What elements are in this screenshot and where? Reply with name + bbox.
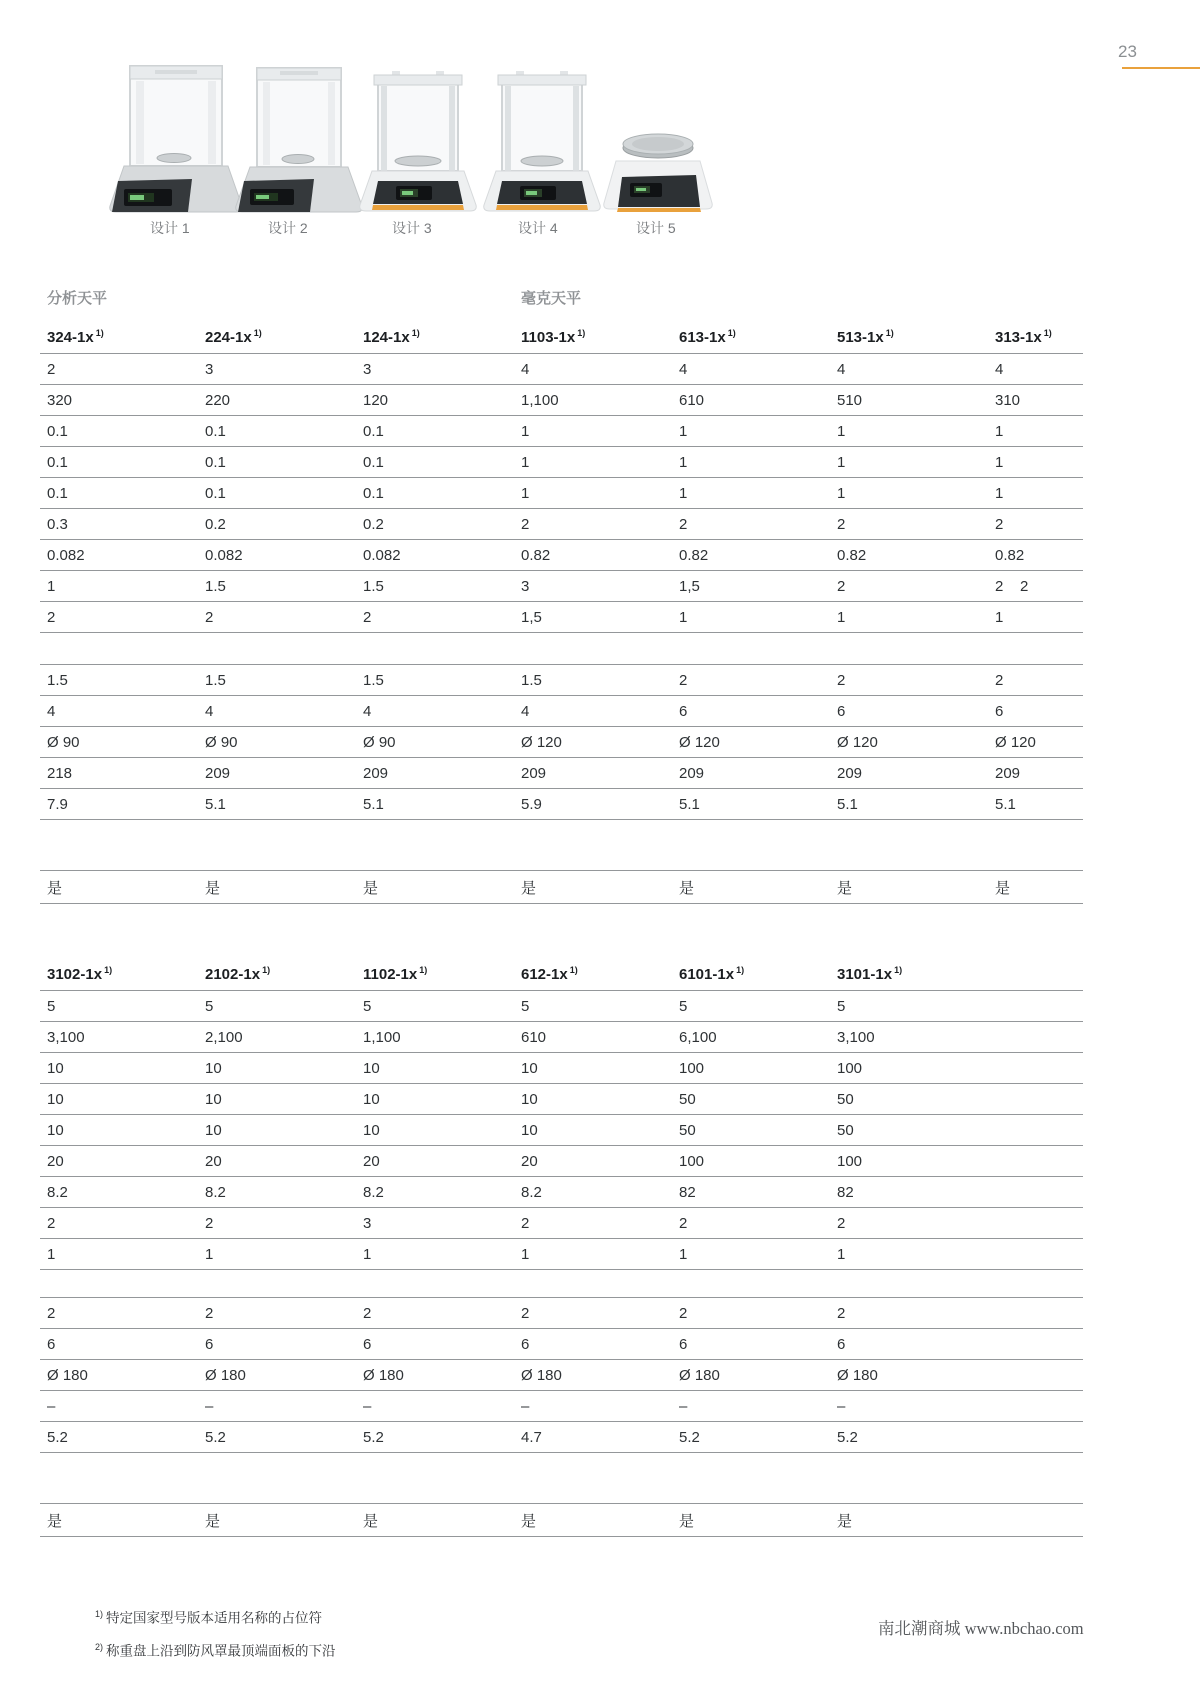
table-cell: 1.5	[205, 577, 226, 595]
table-cell: 209	[837, 764, 863, 782]
table-cell: 0.082	[363, 546, 401, 564]
footnotes	[95, 1600, 336, 1665]
table-cell: 8.2	[521, 1183, 542, 1201]
table-cell: 610	[521, 1028, 547, 1046]
column-header: 3102-1x $^{1)}$	[47, 964, 113, 983]
table-cell: 20	[47, 1152, 64, 1170]
table-cell: 8.2	[363, 1183, 384, 1201]
table-cell: 0.1	[47, 422, 68, 440]
table-row	[40, 1146, 1083, 1177]
table-cell: 是	[47, 1512, 63, 1530]
table-cell: 6	[205, 1335, 214, 1353]
product-gallery	[0, 0, 1200, 240]
table-cell: 2	[363, 608, 372, 626]
balance-design-3-image	[348, 71, 486, 213]
table-cell: 10	[521, 1121, 538, 1139]
column-header: 613-1x $^{1)}$	[679, 327, 736, 346]
table-cell: 2,100	[205, 1028, 243, 1046]
table-cell: 是	[995, 879, 1011, 897]
table-cell: 3,100	[837, 1028, 875, 1046]
design-label-3: 设计 3	[392, 220, 432, 236]
table-cell: 10	[521, 1090, 538, 1108]
footnote-1-text: 特定国家型号版本适用名称的占位符	[106, 1610, 323, 1626]
table-cell: 0.1	[205, 453, 226, 471]
table-cell: 209	[521, 764, 547, 782]
spec-table-analytical	[40, 320, 1083, 904]
tall-spacer-row	[40, 820, 1083, 870]
table-cell: 610	[679, 391, 705, 409]
table-cell: 1	[837, 422, 846, 440]
table-cell: 2	[205, 1214, 214, 1232]
spacer-row	[40, 633, 1083, 665]
table-cell: 50	[679, 1121, 696, 1139]
table-cell: 5	[47, 997, 56, 1015]
column-header: 3101-1x $^{1)}$	[837, 964, 903, 983]
table-cell: 5.1	[363, 795, 384, 813]
table-cell: 8.2	[205, 1183, 226, 1201]
table-cell: 5	[363, 997, 372, 1015]
table-cell: 1	[679, 608, 688, 626]
table-cell: 0.1	[205, 422, 226, 440]
table-cell: Ø 180	[47, 1366, 88, 1384]
table-cell: 0.1	[47, 453, 68, 471]
table-cell: 是	[205, 1512, 221, 1530]
table-cell: Ø 180	[521, 1366, 562, 1384]
table-cell: Ø 180	[837, 1366, 878, 1384]
footnote-2	[95, 1633, 336, 1666]
table-cell: 1	[521, 484, 530, 502]
column-header: 313-1x $^{1)}$	[995, 327, 1052, 346]
table-cell: –	[363, 1397, 372, 1415]
table-cell: 20	[521, 1152, 538, 1170]
table-cell: 2	[679, 1214, 688, 1232]
table-row	[40, 727, 1083, 758]
table-row	[40, 1360, 1083, 1391]
table-cell: 82	[679, 1183, 696, 1201]
table-cell: 4	[47, 702, 56, 720]
table-cell: 0.082	[205, 546, 243, 564]
table-cell: 6,100	[679, 1028, 717, 1046]
table-cell: 5.1	[837, 795, 858, 813]
table-cell: 0.1	[205, 484, 226, 502]
table-cell: 5.2	[47, 1428, 68, 1446]
table-cell: 50	[837, 1121, 854, 1139]
table-row	[40, 1239, 1083, 1270]
table-cell: 0.1	[363, 422, 384, 440]
table-cell: 3	[521, 577, 530, 595]
table-cell: 1,100	[521, 391, 559, 409]
table-cell: 5.9	[521, 795, 542, 813]
table-cell: 是	[521, 879, 537, 897]
table-cell: 1	[837, 1245, 846, 1263]
column-header: 2102-1x $^{1)}$	[205, 964, 271, 983]
table-row	[40, 696, 1083, 727]
table-cell: 1.5	[47, 671, 68, 689]
table-cell: 1,100	[363, 1028, 401, 1046]
table-cell: 4	[837, 360, 846, 378]
table-cell: 7.9	[47, 795, 68, 813]
table-cell: 100	[837, 1059, 863, 1077]
table-cell: 209	[205, 764, 231, 782]
table-cell: 1	[679, 453, 688, 471]
table-cell: 5	[837, 997, 846, 1015]
column-header: 513-1x $^{1)}$	[837, 327, 894, 346]
table-cell: 5.2	[363, 1428, 384, 1446]
table-cell: 5.2	[205, 1428, 226, 1446]
table-row	[40, 1422, 1083, 1453]
table-cell: 0.082	[47, 546, 85, 564]
table-cell: 3	[363, 1214, 372, 1232]
table-row	[40, 602, 1083, 633]
table-cell: –	[837, 1397, 846, 1415]
table-row	[40, 1298, 1083, 1329]
table-cell: 0.1	[363, 453, 384, 471]
table-cell: 4	[363, 702, 372, 720]
table-cell: 2	[521, 1304, 530, 1322]
table-cell: 1	[363, 1245, 372, 1263]
table-cell: 0.2	[363, 515, 384, 533]
table-cell: 1	[995, 484, 1004, 502]
table-cell: –	[521, 1397, 530, 1415]
table-cell: 320	[47, 391, 73, 409]
table-row	[40, 385, 1083, 416]
table-cell: 2	[521, 515, 530, 533]
table-cell: 1,5	[679, 577, 700, 595]
table-cell: 1	[837, 484, 846, 502]
table-header-row	[40, 320, 1083, 354]
table-cell: 10	[205, 1090, 222, 1108]
table-row	[40, 665, 1083, 696]
table-row	[40, 447, 1083, 478]
table-row	[40, 1177, 1083, 1208]
yes-row	[40, 870, 1083, 904]
table-cell: 4	[205, 702, 214, 720]
table-cell: 1	[837, 453, 846, 471]
table-cell: 120	[363, 391, 389, 409]
table-cell: 6	[521, 1335, 530, 1353]
table-cell: Ø 90	[47, 733, 80, 751]
balance-design-5-image	[598, 131, 716, 213]
table-cell: 4	[521, 702, 530, 720]
design-label-4: 设计 4	[518, 220, 558, 236]
yes-row	[40, 1503, 1083, 1537]
table-cell: 209	[679, 764, 705, 782]
table-cell: 1,5	[521, 608, 542, 626]
table-header-row	[40, 957, 1083, 991]
column-header: 1102-1x $^{1)}$	[363, 964, 428, 983]
table-cell: 0.82	[679, 546, 709, 564]
table-cell: 1.5	[521, 671, 542, 689]
table-row	[40, 1391, 1083, 1422]
table-cell: 2	[47, 1214, 56, 1232]
table-cell: 1.5	[363, 671, 384, 689]
footnote-2-text: 称重盘上沿到防风罩最顶端面板的下沿	[106, 1643, 336, 1658]
table-cell: 0.82	[837, 546, 867, 564]
table-cell: 5.1	[679, 795, 700, 813]
table-row	[40, 1208, 1083, 1239]
table-cell: 1	[837, 608, 846, 626]
table-cell: 10	[521, 1059, 538, 1077]
table-cell: Ø 180	[679, 1366, 720, 1384]
table-cell: 82	[837, 1183, 854, 1201]
table-cell: Ø 180	[205, 1366, 246, 1384]
table-cell: 209	[363, 764, 389, 782]
table-row	[40, 758, 1083, 789]
table-cell: 2	[47, 608, 56, 626]
tall-spacer-row	[40, 1453, 1083, 1503]
table-cell: 10	[47, 1121, 64, 1139]
table-cell: 220	[205, 391, 231, 409]
watermark: 南北潮商城 www.nbchao.com	[878, 1619, 1084, 1638]
table-cell: 20	[205, 1152, 222, 1170]
table-cell: Ø 90	[205, 733, 238, 751]
table-cell: 10	[47, 1090, 64, 1108]
table-cell: 0.3	[47, 515, 68, 533]
design-label-2: 设计 2	[268, 220, 308, 236]
table-cell: 1.5	[205, 671, 226, 689]
table-cell: 2	[363, 1304, 372, 1322]
table-cell: 5.2	[837, 1428, 858, 1446]
table-cell: 0.2	[205, 515, 226, 533]
table-cell: 1	[679, 1245, 688, 1263]
table-cell: 4	[521, 360, 530, 378]
table-cell: 2	[837, 671, 846, 689]
table-cell: 3	[363, 360, 372, 378]
table-cell: 是	[205, 879, 221, 897]
table-cell: 5	[205, 997, 214, 1015]
table-cell: 6	[679, 702, 688, 720]
table-row	[40, 1329, 1083, 1360]
table-cell: 2	[205, 1304, 214, 1322]
table-cell: –	[47, 1397, 56, 1415]
table-row	[40, 789, 1083, 820]
spacer-row	[40, 1270, 1083, 1298]
table-cell: 1	[679, 422, 688, 440]
table-cell: Ø 120	[521, 733, 562, 751]
footnote-1-sup: 1)	[95, 1609, 104, 1619]
table-cell: 1	[205, 1245, 214, 1263]
section-label-analytical: 分析天平	[47, 290, 108, 307]
column-header: 124-1x $^{1)}$	[363, 327, 420, 346]
table-cell: 2	[47, 360, 56, 378]
table-cell: 0.82	[521, 546, 551, 564]
table-cell: 209	[995, 764, 1021, 782]
table-cell: 1	[995, 608, 1004, 626]
table-cell: 218	[47, 764, 73, 782]
table-cell: 2	[679, 1304, 688, 1322]
table-cell: 3,100	[47, 1028, 85, 1046]
design-label-1: 设计 1	[150, 220, 190, 236]
table-cell: 是	[837, 879, 853, 897]
table-cell: 1.5	[363, 577, 384, 595]
table-cell: 1	[521, 453, 530, 471]
table-cell: 0.82	[995, 546, 1025, 564]
table-cell: Ø 90	[363, 733, 396, 751]
table-cell: 1	[47, 577, 56, 595]
table-cell: 4	[679, 360, 688, 378]
table-row	[40, 354, 1083, 385]
table-cell: 2	[995, 515, 1004, 533]
column-header: 612-1x $^{1)}$	[521, 964, 578, 983]
table-cell: 2	[679, 671, 688, 689]
spec-table-precision	[40, 957, 1083, 1537]
table-row	[40, 540, 1083, 571]
table-cell: 10	[205, 1121, 222, 1139]
table-cell: 10	[363, 1121, 380, 1139]
table-cell: 3	[205, 360, 214, 378]
table-cell: 4.7	[521, 1428, 542, 1446]
table-cell: 是	[47, 879, 63, 897]
column-header: 324-1x $^{1)}$	[47, 327, 104, 346]
table-cell: 2	[837, 577, 846, 595]
table-cell: Ø 120	[837, 733, 878, 751]
footnote-2-sup: 2)	[95, 1641, 104, 1652]
table-cell: 8.2	[47, 1183, 68, 1201]
page-number: 23	[1118, 42, 1137, 61]
footnote-1	[95, 1600, 336, 1633]
column-header: 224-1x $^{1)}$	[205, 327, 262, 346]
table-row	[40, 571, 1083, 602]
table-row	[40, 1022, 1083, 1053]
table-cell: 6	[679, 1335, 688, 1353]
table-row	[40, 509, 1083, 540]
table-cell: 是	[363, 879, 379, 897]
table-cell: 6	[47, 1335, 56, 1353]
table-cell: 5	[679, 997, 688, 1015]
design-label-5: 设计 5	[636, 220, 676, 236]
table-cell: 100	[837, 1152, 863, 1170]
table-cell: 510	[837, 391, 863, 409]
table-row	[40, 478, 1083, 509]
table-row	[40, 416, 1083, 447]
table-cell: 10	[363, 1090, 380, 1108]
table-cell: Ø 180	[363, 1366, 404, 1384]
column-header: 1103-1x $^{1)}$	[521, 327, 586, 346]
table-cell: 50	[837, 1090, 854, 1108]
column-header: 6101-1x $^{1)}$	[679, 964, 745, 983]
table-cell: 4	[995, 360, 1004, 378]
table-cell: 是	[679, 1512, 695, 1530]
table-cell: 2 2	[995, 577, 1029, 595]
table-cell: 是	[679, 879, 695, 897]
table-cell: 2	[995, 671, 1004, 689]
table-row	[40, 991, 1083, 1022]
table-cell: 1	[995, 453, 1004, 471]
table-cell: 5.2	[679, 1428, 700, 1446]
table-row	[40, 1053, 1083, 1084]
table-row	[40, 1084, 1083, 1115]
table-cell: 是	[837, 1512, 853, 1530]
table-cell: Ø 120	[679, 733, 720, 751]
table-cell: 5.1	[995, 795, 1016, 813]
table-cell: 1	[521, 1245, 530, 1263]
table-cell: 2	[47, 1304, 56, 1322]
table-cell: 2	[679, 515, 688, 533]
table-cell: 20	[363, 1152, 380, 1170]
table-cell: 6	[995, 702, 1004, 720]
table-cell: 是	[363, 1512, 379, 1530]
table-cell: 10	[205, 1059, 222, 1077]
table-cell: 0.1	[363, 484, 384, 502]
table-cell: 2	[521, 1214, 530, 1232]
table-cell: 2	[205, 608, 214, 626]
table-cell: 1	[47, 1245, 56, 1263]
table-cell: 0.1	[47, 484, 68, 502]
table-cell: 5.1	[205, 795, 226, 813]
table-cell: 6	[363, 1335, 372, 1353]
table-cell: 2	[837, 1214, 846, 1232]
table-cell: 2	[837, 515, 846, 533]
table-cell: 1	[995, 422, 1004, 440]
balance-design-4-image	[472, 71, 610, 213]
table-cell: 310	[995, 391, 1021, 409]
table-cell: 1	[521, 422, 530, 440]
table-cell: 5	[521, 997, 530, 1015]
table-cell: Ø 120	[995, 733, 1036, 751]
table-row	[40, 1115, 1083, 1146]
table-cell: 50	[679, 1090, 696, 1108]
table-cell: 10	[47, 1059, 64, 1077]
table-cell: 100	[679, 1152, 705, 1170]
table-cell: 2	[837, 1304, 846, 1322]
table-cell: 1	[679, 484, 688, 502]
table-cell: –	[679, 1397, 688, 1415]
table-cell: 是	[521, 1512, 537, 1530]
table-cell: 6	[837, 702, 846, 720]
table-cell: 6	[837, 1335, 846, 1353]
section-label-milligram: 毫克天平	[521, 290, 582, 307]
table-cell: –	[205, 1397, 214, 1415]
table-cell: 10	[363, 1059, 380, 1077]
table-cell: 100	[679, 1059, 705, 1077]
